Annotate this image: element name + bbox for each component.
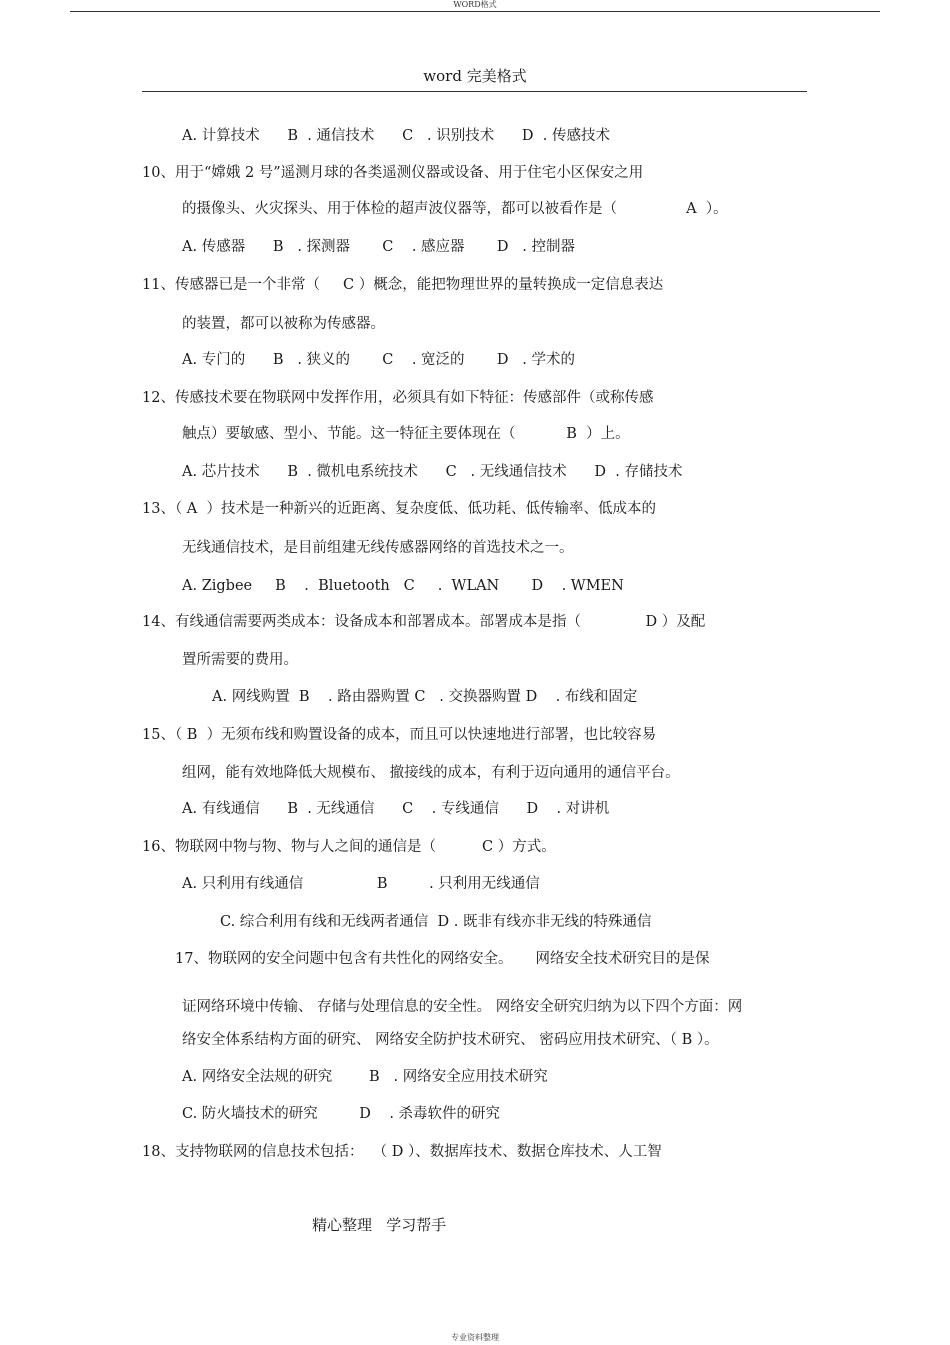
title-rule	[142, 91, 807, 92]
question-18-line-1: 18、支持物联网的信息技术包括： （ D ）、数据库技术、数据仓库技术、人工智	[142, 1144, 662, 1160]
question-13-line-2: 无线通信技术，是目前组建无线传感器网络的首选技术之一。	[182, 540, 574, 556]
question-12-line-1: 12、传感技术要在物联网中发挥作用，必须具有如下特征：传感部件（或称传感	[142, 390, 654, 406]
question-17-line-1: 17、物联网的安全问题中包含有共性化的网络安全。 网络安全技术研究目的是保	[175, 951, 710, 967]
options-line-9: A. 计算技术 B . 通信技术 C . 识别技术 D . 传感技术	[182, 128, 610, 144]
options-line-17a: A. 网络安全法规的研究 B . 网络安全应用技术研究	[182, 1069, 548, 1085]
header-rule	[70, 11, 880, 12]
options-line-10: A. 传感器 B . 探测器 C . 感应器 D . 控制器	[182, 239, 575, 255]
options-line-15: A. 有线通信 B . 无线通信 C . 专线通信 D . 对讲机	[182, 801, 610, 817]
question-12-line-2: 触点）要敏感、型小、节能。这一特征主要体现在（ B ）上。	[182, 426, 630, 442]
question-17-line-2: 证网络环境中传输、 存储与处理信息的安全性。 网络安全研究归纳为以下四个方面：网	[182, 999, 743, 1015]
options-line-17b: C. 防火墙技术的研究 D . 杀毒软件的研究	[182, 1106, 501, 1122]
question-14-line-2: 置所需要的费用。	[182, 652, 298, 668]
question-14-line-1: 14、有线通信需要两类成本：设备成本和部署成本。部署成本是指（ D ）及配	[142, 614, 706, 630]
question-17-line-3: 络安全体系结构方面的研究、 网络安全防护技术研究、 密码应用技术研究、（ B ）。	[182, 1032, 719, 1048]
question-10-line-2: 的摄像头、火灾探头、用于体检的超声波仪器等，都可以被看作是（ A ）。	[182, 201, 728, 217]
options-line-13: A. Zigbee B . Bluetooth C . WLAN D . WMEN	[182, 578, 624, 594]
running-footer: 专业资料整理	[451, 1333, 499, 1342]
question-15-line-1: 15、（ B ）无须布线和购置设备的成本，而且可以快速地进行部署，也比较容易	[142, 727, 657, 743]
question-13-line-1: 13、（ A ）技术是一种新兴的近距离、复杂度低、低功耗、低传输率、低成本的	[142, 501, 656, 517]
question-15-line-2: 组网，能有效地降低大规模布、 撤接线的成本，有利于迈向通用的通信平台。	[182, 765, 680, 781]
options-line-11: A. 专门的 B . 狭义的 C . 宽泛的 D . 学术的	[182, 352, 575, 368]
options-line-12: A. 芯片技术 B . 微机电系统技术 C . 无线通信技术 D . 存储技术	[182, 464, 683, 480]
question-11-line-1: 11、传感器已是一个非常（ C ）概念，能把物理世界的量转换成一定信息表达	[142, 277, 664, 293]
options-line-14: A. 网线购置 B . 路由器购置 C . 交换器购置 D . 布线和固定	[212, 689, 638, 705]
options-line-16b: C. 综合利用有线和无线两者通信 D . 既非有线亦非无线的特殊通信	[220, 914, 652, 930]
document-title: word 完美格式	[423, 67, 527, 85]
question-10-line-1: 10、用于“嫦娥 2 号”遥测月球的各类遥测仪器或设备、用于住宅小区保安之用	[142, 165, 644, 181]
options-line-16a: A. 只利用有线通信 B . 只利用无线通信	[182, 876, 540, 892]
running-header: WORD格式	[453, 0, 497, 9]
footer-note: 精心整理 学习帮手	[312, 1216, 447, 1234]
question-11-line-2: 的装置，都可以被称为传感器。	[182, 316, 385, 332]
question-16-line-1: 16、物联网中物与物、物与人之间的通信是（ C ）方式。	[142, 839, 556, 855]
